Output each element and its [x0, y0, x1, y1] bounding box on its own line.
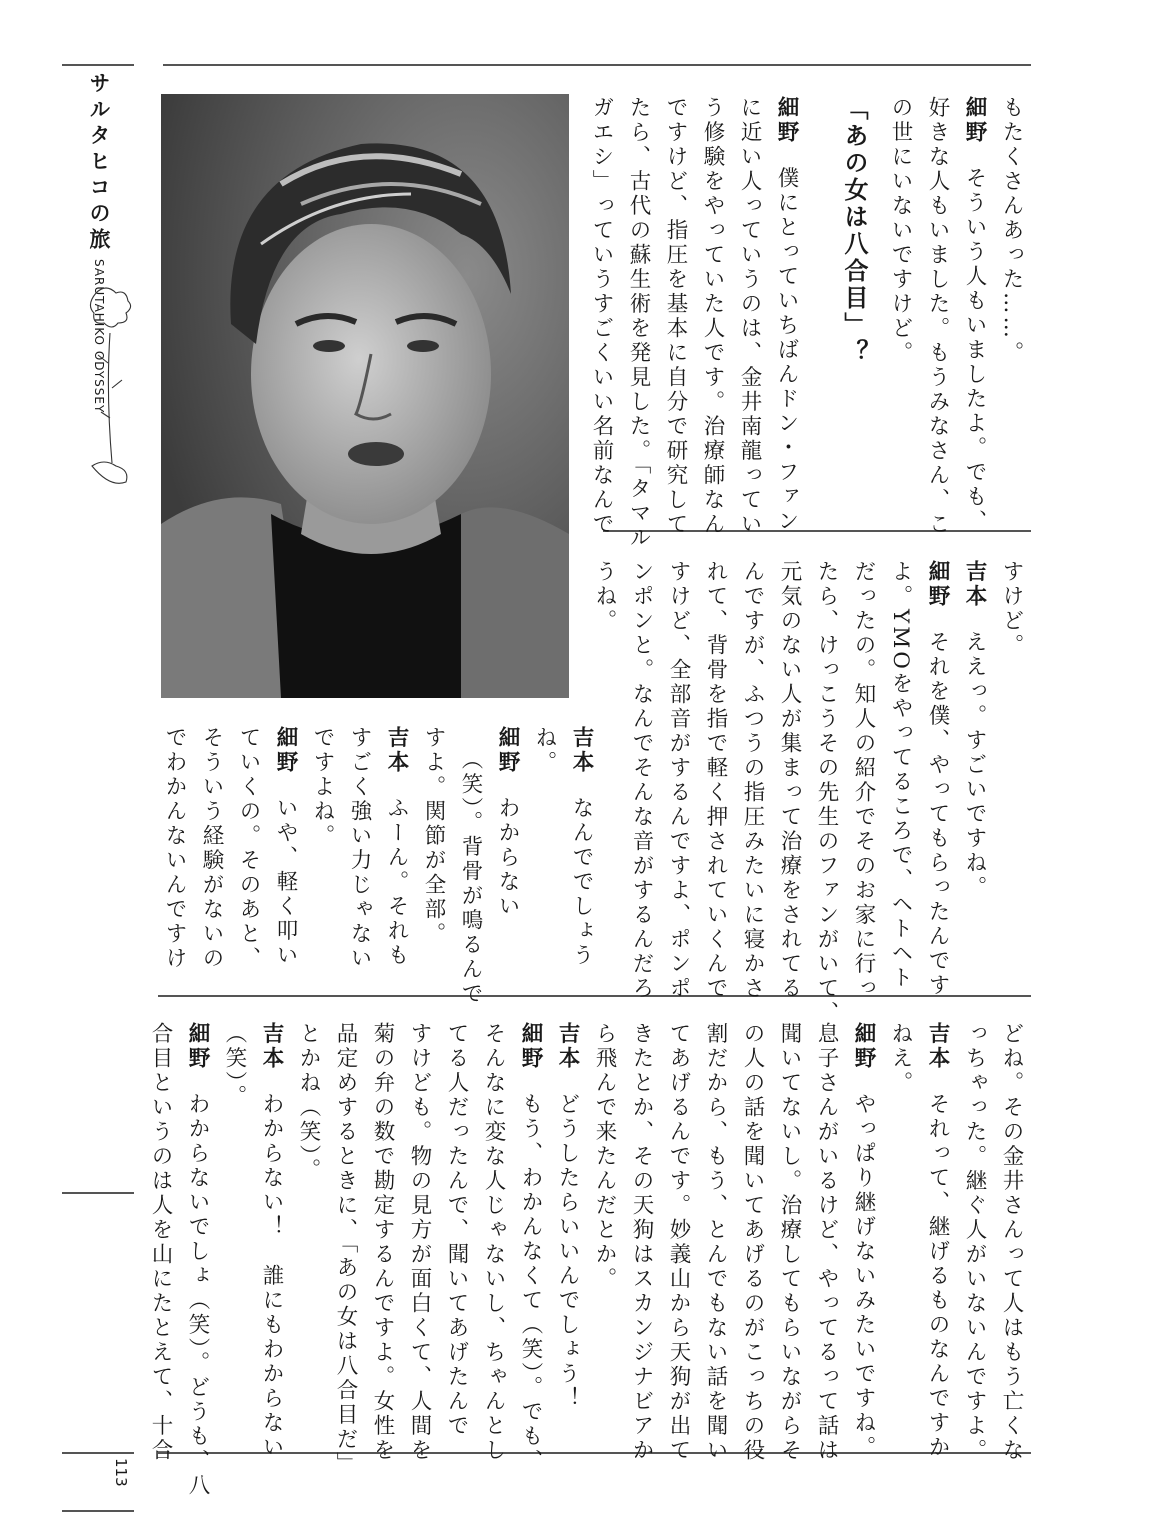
line — [956, 96, 993, 534]
line — [771, 1022, 808, 1463]
page-number: 113 — [112, 1458, 130, 1487]
line-text: 元気のない人が集まって治療をされてる — [777, 560, 802, 1001]
line-text: ふーん。それも — [384, 796, 409, 968]
line — [993, 96, 1030, 521]
line — [583, 96, 620, 537]
line — [253, 1022, 290, 1460]
speaker-name: 細野 — [962, 96, 987, 145]
line — [697, 1022, 734, 1463]
line-text: ええっ。すごいですね。 — [962, 630, 987, 900]
line — [438, 1022, 475, 1447]
line — [919, 560, 956, 998]
speaker-name: 吉本 — [569, 726, 594, 775]
line-text: う修験をやっていた人です。治療師なん — [700, 96, 725, 537]
line — [452, 726, 489, 1007]
speaker-name: 細野 — [851, 1022, 876, 1071]
line-text: 品定めするときに、「あの女は八合目だ」 — [333, 1022, 358, 1477]
line — [415, 726, 452, 988]
line — [586, 1022, 623, 1447]
line-text: ていくの。そのあと、 — [236, 726, 261, 971]
line-text: そういう人もいましたよ。でも、 — [962, 166, 987, 534]
line — [882, 96, 919, 521]
line — [660, 560, 697, 1001]
speaker-name: 吉本 — [259, 1022, 284, 1071]
line-text: すけども。物の見方が面白くて、人間を — [407, 1022, 432, 1463]
speaker-name: 吉本 — [555, 1022, 580, 1071]
line-text: わからないでしょ（笑）。どうも、八 — [185, 1092, 210, 1499]
line-text: ねえ。 — [888, 1022, 913, 1096]
line-text: の世にいないですけど。 — [888, 96, 913, 366]
line — [694, 96, 731, 537]
speaker-name: 吉本 — [962, 560, 987, 609]
text-column-2a — [586, 560, 1030, 1026]
line — [304, 726, 341, 988]
line-text: たら、けっこうその先生のファンがいて、 — [814, 560, 839, 1026]
line — [768, 96, 805, 534]
line — [734, 560, 771, 1001]
line-text: わからない — [495, 796, 520, 919]
line-text: てる人だったんで、聞いてあげたんで — [444, 1022, 469, 1439]
line-text: そういう経験がないの — [199, 726, 224, 971]
line — [956, 560, 993, 985]
line — [563, 726, 600, 988]
line — [290, 1022, 327, 1447]
line-text: きたとか、その天狗はスカンジナビアか — [629, 1022, 654, 1463]
line — [993, 560, 1030, 985]
speaker-name: 細野 — [925, 560, 950, 609]
bottom-rule — [158, 1452, 1031, 1454]
line-text: すけど、全部音がするんですよ、ポンポ — [666, 560, 691, 1001]
bottom-left-rule-1 — [62, 1452, 134, 1454]
line-text: すごく強い力じゃない — [347, 726, 372, 971]
line — [216, 1022, 253, 1447]
line-text: それを僕、やってもらったんです — [925, 630, 950, 998]
top-rule — [163, 64, 1031, 66]
line-text: 聞いてないし。治療してもらいながらそ — [777, 1022, 802, 1463]
line — [549, 1022, 586, 1447]
line-text: すけど。 — [999, 560, 1024, 658]
line-text: 好きな人もいました。もうみなさん、こ — [925, 96, 950, 537]
line — [620, 96, 657, 551]
middle-rule-2 — [158, 995, 1031, 997]
line — [919, 96, 956, 537]
portrait-photo — [161, 94, 569, 698]
line-text: なんででしょう — [569, 796, 594, 968]
line — [364, 1022, 401, 1463]
cloud-logo-icon — [86, 268, 134, 608]
section-heading: 「あの女は八合目」？ — [840, 96, 868, 366]
line — [341, 726, 378, 988]
line-text: もたくさんあった……。 — [999, 96, 1024, 366]
running-head-subtitle: SARUTAHIKO ODYSSEY — [92, 259, 106, 414]
line-text: すよ。関節が全部。 — [421, 726, 446, 947]
line — [808, 1022, 845, 1463]
line — [401, 1022, 438, 1463]
speaker-name: 吉本 — [384, 726, 409, 775]
line — [919, 1022, 956, 1460]
line — [179, 1022, 216, 1499]
line — [771, 560, 808, 1001]
line-text: ら飛んで来たんだとか。 — [592, 1022, 617, 1292]
line — [230, 726, 267, 988]
line — [993, 1022, 1030, 1463]
line-text: やっぱり継げないみたいですね。 — [851, 1092, 876, 1460]
speaker-name: 細野 — [273, 726, 298, 775]
line — [845, 1022, 882, 1460]
line-text: の人の話を聞いてあげるのがこっちの役 — [740, 1022, 765, 1463]
line-text: ね。 — [532, 726, 557, 775]
line — [731, 96, 768, 537]
line — [327, 1022, 364, 1477]
text-column-2b — [160, 726, 600, 1007]
speaker-name: 細野 — [185, 1022, 210, 1071]
line-text: もう、わかんなくて（笑）。でも、 — [518, 1092, 543, 1474]
line-text: ンポンと。なんでそんな音がするんだろ — [629, 560, 654, 1001]
line-text: ですよね。 — [310, 726, 335, 849]
line-text: 菊の弁の数で勘定するんですよ。女性を — [370, 1022, 395, 1463]
line — [882, 560, 919, 991]
side-rule — [62, 1192, 134, 1194]
line-text: ガエシ」っていうすごくいい名前なんで — [589, 96, 614, 537]
line-text: いや、軽く叩い — [273, 796, 298, 968]
line — [808, 560, 845, 1026]
line-text: でわかんないんですけ — [162, 726, 187, 971]
line — [475, 1022, 512, 1463]
line-text: んですが、ふつうの指圧みたいに寝かさ — [740, 560, 765, 1001]
running-head-title: サルタヒコの旅 — [87, 72, 111, 254]
line — [267, 726, 304, 988]
line — [623, 560, 660, 1001]
line — [526, 726, 563, 988]
speaker-name: 細野 — [518, 1022, 543, 1071]
line — [512, 1022, 549, 1474]
line — [193, 726, 230, 988]
line — [378, 726, 415, 988]
line — [489, 726, 526, 988]
line — [697, 560, 734, 1001]
line — [660, 1022, 697, 1463]
line-text: 合目というのは人を山にたとえて、十合 — [148, 1022, 173, 1463]
line-text: っちゃった。継ぐ人がいないんですよ。 — [962, 1022, 987, 1463]
line-text: ですけど、指圧を基本に自分で研究して — [663, 96, 688, 537]
line-text: それって、継げるものなんですか — [925, 1092, 950, 1460]
line-text: とかね（笑）。 — [296, 1022, 321, 1183]
line-text: だったの。知人の紹介でそのお家に行っ — [851, 560, 876, 1001]
line-text: どうしたらいいんでしょう！ — [555, 1092, 580, 1411]
line — [623, 1022, 660, 1463]
line-text: （笑）。 — [222, 1022, 247, 1110]
speaker-name: 吉本 — [925, 1022, 950, 1071]
text-column-3 — [142, 1022, 1030, 1499]
line-text: （笑）。背骨が鳴るんで — [458, 747, 483, 1007]
line — [156, 726, 193, 988]
line-text: よ。YMOをやってるころで、ヘトヘト — [888, 560, 913, 991]
line-text: わからない！ 誰にもわからない — [259, 1092, 284, 1460]
line-text: に近い人っていうのは、金井南龍ってい — [737, 96, 762, 537]
speaker-name: 細野 — [495, 726, 520, 775]
line-text: たら、古代の蘇生術を発見した。「タマル — [626, 96, 651, 551]
text-column-1 — [583, 96, 1030, 551]
bottom-left-rule-2 — [62, 1510, 134, 1512]
line — [956, 1022, 993, 1463]
line — [142, 1022, 179, 1463]
line-text: どね。その金井さんって人はもう亡くな — [999, 1022, 1024, 1463]
line-text: そんなに変な人じゃないし、ちゃんとし — [481, 1022, 506, 1463]
line — [845, 560, 882, 1001]
line-text: れて、背骨を指で軽く押されていくんで — [703, 560, 728, 1001]
speaker-name: 細野 — [774, 96, 799, 145]
line-text: 割だから、もう、とんでもない話を聞い — [703, 1022, 728, 1463]
line-text: 息子さんがいるけど、やってるって話は — [814, 1022, 839, 1463]
line-text: てあげるんです。妙義山から天狗が出て — [666, 1022, 691, 1463]
line-text: 僕にとっていちばんドン・ファン — [774, 166, 799, 534]
line — [734, 1022, 771, 1463]
line — [882, 1022, 919, 1447]
line-text: うね。 — [592, 560, 617, 634]
line — [657, 96, 694, 537]
head-rule — [62, 64, 134, 66]
